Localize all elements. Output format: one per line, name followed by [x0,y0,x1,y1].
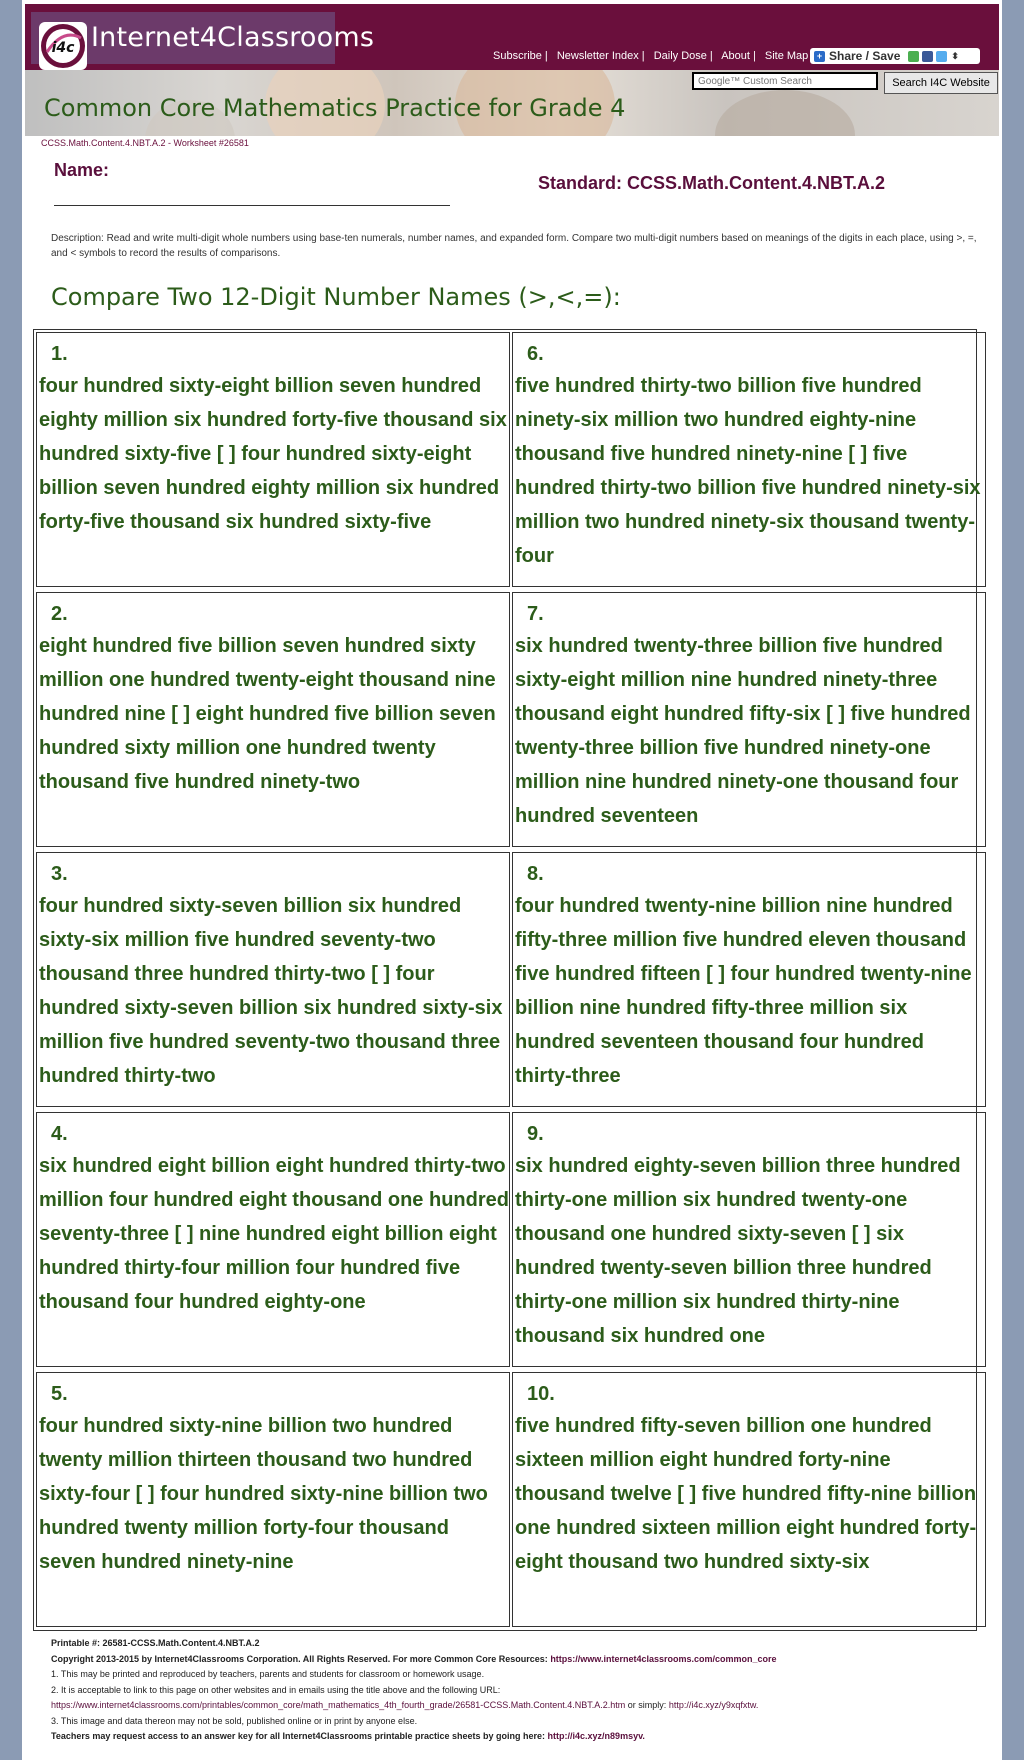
page-title: Common Core Mathematics Practice for Grade 4 [44,94,626,122]
search-input[interactable] [692,72,878,90]
problems-table [33,329,981,1631]
brand-name[interactable]: Internet4Classrooms [91,22,375,53]
problem-cell [512,852,986,1107]
nav-about[interactable]: About [721,50,750,62]
usage-note-3: 3. This image and data thereon may not be sold, published online or in print by anyone else. [51,1715,418,1726]
short-url-link[interactable]: http://i4c.xyz/y9xqfxtw. [668,1700,759,1710]
problem-text: six hundred eighty-seven billion three hundred thirty-one million six hundred twenty-one thousand one hundred sixty-seven [ ] six hundred twenty-seven billion three hundred thirty-one million six hundred thirty-nine thousand six hundred one [515,1155,961,1347]
footer [51,1636,991,1745]
problem-text: six hundred eight billion eight hundred thirty-two million four hundred eight thousand one hundred seventy-three [ ] nine hundred eight billion eight hundred thirty-four million four hundred five thousand four hundred eighty-one [39,1155,509,1313]
svg-text:i4c: i4c [51,40,75,56]
problem-text: four hundred sixty-nine billion two hundred twenty million thirteen thousand two hundred sixty-four [ ] four hundred sixty-nine billion two hundred twenty million forty-four thousand seven hundred ninety-nine [39,1415,488,1573]
printable-number: Printable #: 26581-CCSS.Math.Content.4.NBT.A.2 [51,1638,260,1648]
page [22,0,1002,1760]
problem-cell [36,1112,510,1367]
dropdown-arrow-icon: ⬍ [951,50,959,61]
answer-key-line [51,1729,991,1745]
nav-newsletter-index[interactable]: Newsletter Index [556,50,639,62]
twitter-icon [936,51,947,62]
problem-cell [512,332,986,587]
usage-note-1: 1. This may be printed and reproduced by teachers, parents and students for classroom or homework usage. [51,1669,485,1679]
problem-number: 4. [51,1123,68,1145]
share-icon [908,51,919,62]
problem-cell [512,1112,986,1367]
url-or-text: or simply: [627,1700,667,1710]
i4c-logo[interactable] [39,22,87,70]
problem-number: 5. [51,1383,68,1405]
problem-number: 2. [51,603,68,625]
answer-key-text: Teachers may request access to an answer key for all Internet4Classrooms printable practice sheets by going here: [51,1731,546,1741]
search-button[interactable]: Search I4C Website [884,72,998,94]
problem-cell [36,592,510,847]
nav-site-map[interactable]: Site Map [764,50,809,62]
facebook-icon [922,51,933,62]
problem-number: 1. [51,343,68,365]
problem-number: 7. [527,603,544,625]
problem-text: eight hundred five billion seven hundred sixty million one hundred twenty-eight thousand nine hundred nine [ ] eight hundred five billion seven hundred sixty million one hundred twenty thousand five hundred ninety-two [39,635,496,793]
problem-number: 9. [527,1123,544,1145]
problem-number: 6. [527,343,544,365]
problem-cell [36,852,510,1107]
share-save-button[interactable] [810,48,980,64]
problem-cell [512,592,986,847]
problem-cell [36,332,510,587]
problem-text: four hundred sixty-eight billion seven hundred eighty million six hundred forty-five thousand six hundred sixty-five [ ] four hundred sixty-eight billion seven hundred eighty million six hundred forty-five thousand six hundred sixty-five [39,375,507,533]
top-navigation: Subscribe | Newsletter Index | Daily Dose | About | Site Map [493,50,809,62]
problem-text: five hundred thirty-two billion five hundred ninety-six million two hundred eighty-nine thousand five hundred ninety-nine [ ] five hundred thirty-two billion five hundred ninety-six million two hundred ninety-six thousand twenty-four [515,375,981,567]
url-line [51,1698,991,1714]
common-core-link[interactable]: https://www.internet4classrooms.com/common_core [550,1653,777,1664]
problem-cell [512,1372,986,1627]
nav-subscribe[interactable]: Subscribe [493,50,542,62]
problem-text: six hundred twenty-three billion five hundred sixty-eight million nine hundred ninety-three thousand eight hundred fifty-six [ ] five hundred twenty-three billion five hundred ninety-one million nine hundred ninety-one thousand four hundred seventeen [515,635,971,827]
problem-number: 10. [527,1383,555,1405]
copyright-text: Copyright 2013-2015 by Internet4Classrooms Corporation. All Rights Reserved. For more Common Core Resources: [51,1653,548,1664]
plus-icon: + [814,51,825,62]
problem-number: 3. [51,863,68,885]
problem-text: four hundred sixty-seven billion six hundred sixty-six million five hundred seventy-two thousand three hundred thirty-two [ ] four hundred sixty-seven billion six hundred sixty-six million five hundred seventy-two thousand three hundred thirty-two [39,895,503,1087]
share-label: Share / Save [829,49,901,63]
answer-key-link[interactable]: http://i4c.xyz/n89msyv. [547,1731,645,1741]
problem-text: four hundred twenty-nine billion nine hundred fifty-three million five hundred eleven thousand five hundred fifteen [ ] four hundred twenty-nine billion nine hundred fifty-three million six hundred seventeen thousand four hundred thirty-three [515,895,972,1087]
problem-number: 8. [527,863,544,885]
copyright-line [51,1652,991,1668]
long-url-link[interactable]: https://www.internet4classrooms.com/printables/common_core/math_mathematics_4th_fourth_grade/26581-CCSS.Math.Content.4.NBT.A.2.htm [51,1700,626,1710]
worksheet-id: CCSS.Math.Content.4.NBT.A.2 - Worksheet #26581 [41,138,249,148]
name-line [54,205,450,206]
section-title: Compare Two 12-Digit Number Names (>,<,=): [51,283,621,311]
standard-label: Standard: CCSS.Math.Content.4.NBT.A.2 [538,173,886,193]
title-banner [25,70,999,136]
nav-daily-dose[interactable]: Daily Dose [653,50,707,62]
site-header [25,4,999,70]
description: Description: Read and write multi-digit whole numbers using base-ten numerals, number names, and expanded form. Compare two multi-digit numbers based on meanings of the digits in each place, using >, =, and < symbols to record the results of comparisons. [51,233,977,259]
problem-cell [36,1372,510,1627]
brand-area [31,12,375,64]
name-label: Name: [54,160,110,180]
problem-text: five hundred fifty-seven billion one hundred sixteen million eight hundred forty-nine thousand twelve [ ] five hundred fifty-nine billion one hundred sixteen million eight hundred forty-eight thousand two hundred sixty-six [515,1415,977,1573]
usage-note-2: 2. It is acceptable to link to this page on other websites and in emails using the title above and the following URL: [51,1684,501,1695]
